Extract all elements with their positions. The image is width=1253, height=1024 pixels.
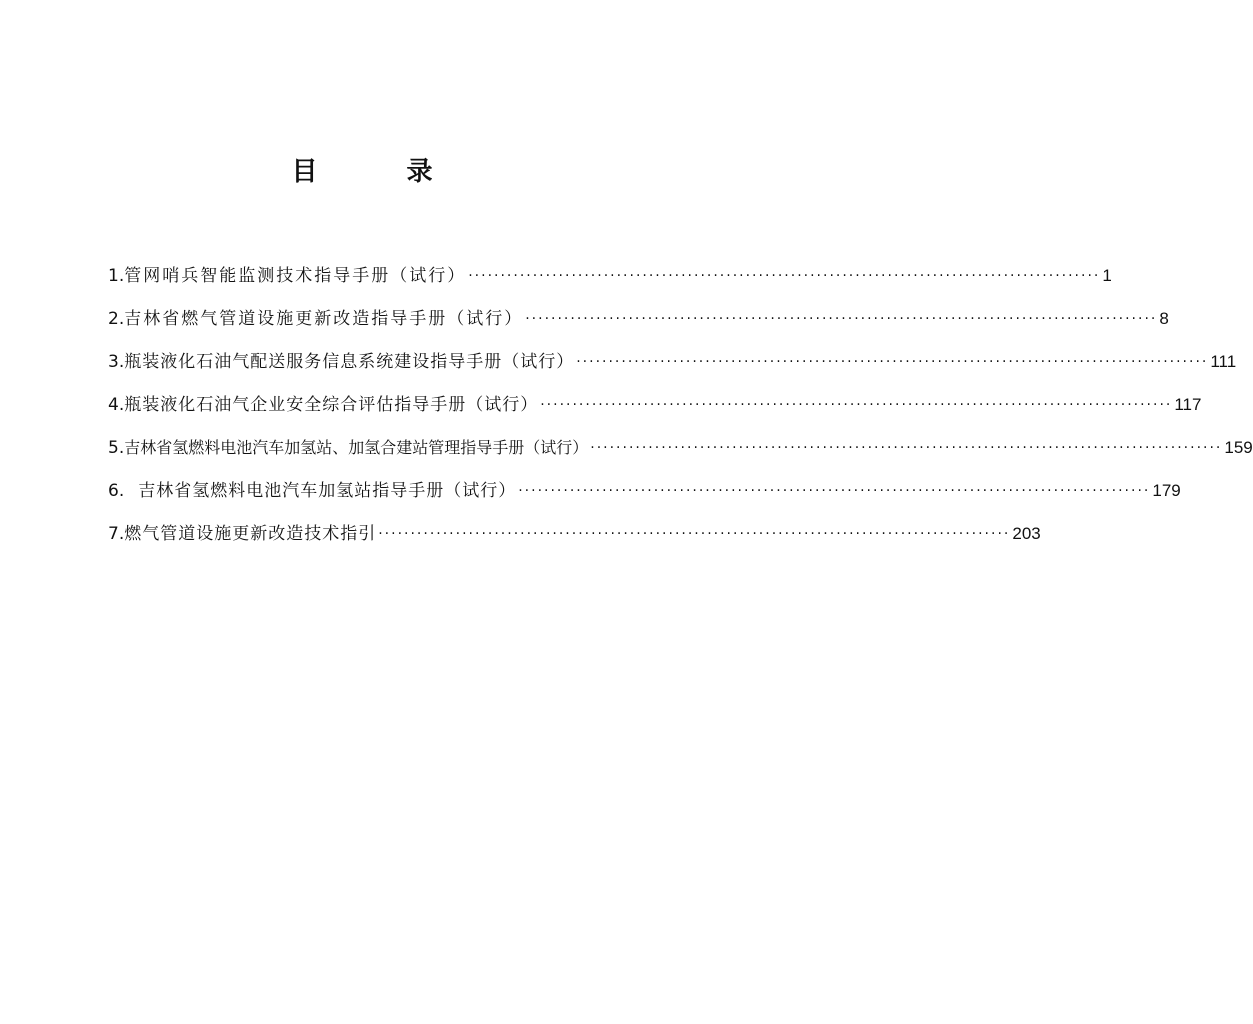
toc-entry[interactable]	[108, 254, 1112, 297]
toc-entry-page: 203	[1012, 523, 1041, 543]
toc-entry-title: 吉林省氢燃料电池汽车加氢站、加氢合建站管理指导手册（试行）	[124, 437, 589, 457]
toc-entry-number: 4.	[108, 394, 125, 415]
toc-dot-leader	[574, 344, 1210, 380]
toc-entry-number: 7.	[108, 523, 125, 544]
toc-entry-number: 1.	[108, 265, 125, 286]
toc-entry[interactable]	[108, 383, 1202, 426]
toc-entry-title: 瓶装液化石油气配送服务信息系统建设指导手册（试行）	[124, 351, 575, 372]
page-title: 目 录	[291, 157, 473, 187]
toc-entry-title: 燃气管道设施更新改造技术指引	[124, 523, 377, 544]
toc-entry-number: 3.	[108, 351, 125, 372]
table-of-contents	[108, 254, 1253, 555]
toc-entry-title: 吉林省氢燃料电池汽车加氢站指导手册（试行）	[138, 480, 517, 501]
toc-entry-number: 6.	[108, 480, 125, 501]
toc-entry-number: 2.	[108, 308, 125, 329]
toc-dot-leader	[523, 301, 1159, 337]
toc-entry[interactable]	[108, 469, 1181, 512]
toc-entry-page: 8	[1159, 308, 1169, 328]
toc-dot-leader	[538, 387, 1174, 423]
toc-dot-leader	[376, 516, 1012, 552]
toc-entry-title: 瓶装液化石油气企业安全综合评估指导手册（试行）	[124, 394, 539, 415]
toc-entry[interactable]	[108, 512, 1041, 555]
toc-dot-leader	[516, 473, 1152, 509]
toc-entry[interactable]	[108, 297, 1169, 340]
toc-entry[interactable]	[108, 426, 1253, 469]
toc-entry[interactable]	[108, 340, 1237, 383]
toc-dot-leader	[588, 430, 1224, 466]
toc-entry-page: 159	[1224, 437, 1253, 457]
toc-entry-title: 吉林省燃气管道设施更新改造指导手册（试行）	[124, 308, 524, 329]
toc-entry-page: 1	[1102, 265, 1112, 285]
toc-entry-number: 5.	[108, 437, 125, 458]
toc-entry-page: 117	[1174, 394, 1202, 414]
toc-entry-title: 管网哨兵智能监测技术指导手册（试行）	[124, 265, 467, 286]
toc-dot-leader	[466, 258, 1102, 294]
toc-entry-page: 111	[1210, 351, 1237, 371]
toc-entry-page: 179	[1152, 480, 1181, 500]
